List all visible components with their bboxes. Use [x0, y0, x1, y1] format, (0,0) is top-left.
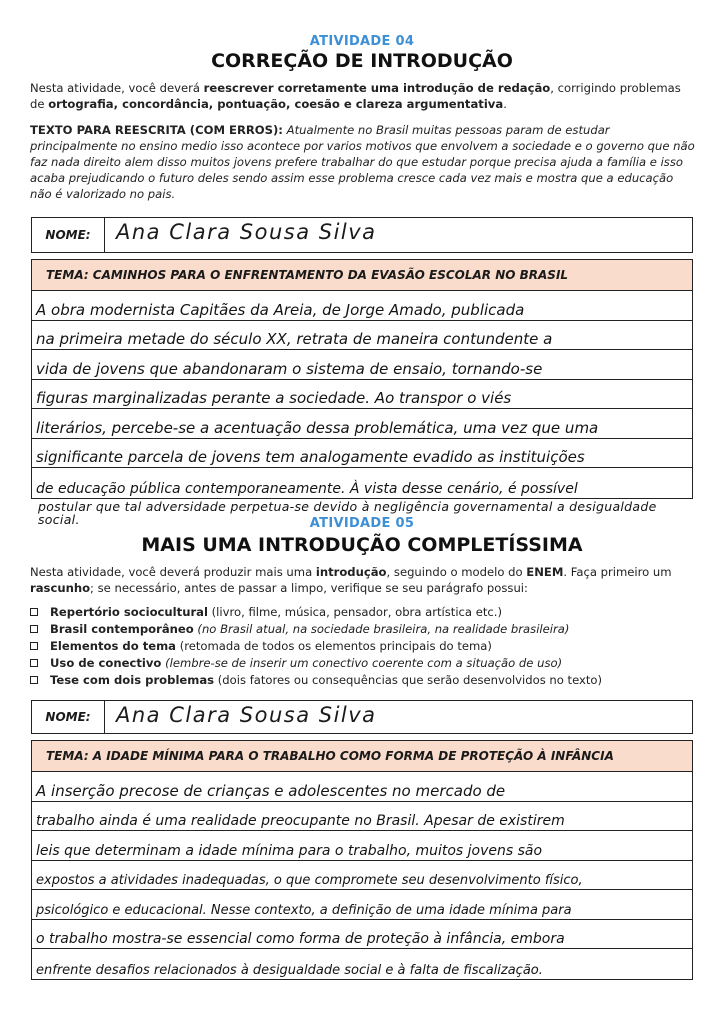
handwritten-line: expostos a atividades inadequadas, o que compromete seu desenvolvimento físico,	[36, 873, 583, 888]
checklist-item-title: Brasil contemporâneo	[50, 622, 194, 636]
activity-04-instructions	[30, 80, 698, 112]
rewrite-text-block	[30, 122, 698, 202]
handwritten-line: de educação pública contemporaneamente. À vista desse cenário, é possível	[36, 480, 578, 497]
checklist-item-desc: (dois fatores ou consequências que serão desenvolvidos no texto)	[214, 673, 603, 687]
checklist-item	[30, 655, 700, 672]
handwritten-line: trabalho ainda é uma realidade preocupante no Brasil. Apesar de existirem	[36, 813, 565, 829]
writing-line	[32, 949, 692, 979]
name-value-2[interactable]: Ana Clara Sousa Silva	[116, 703, 377, 727]
writing-line	[32, 439, 692, 469]
handwritten-line: enfrente desafios relacionados à desigualdade social e à falta de fiscalização.	[36, 962, 543, 978]
instr-bold-1: reescrever corretamente uma introdução de redação	[203, 81, 551, 95]
rewrite-heading: TEXTO PARA REESCRITA (COM ERROS):	[30, 123, 283, 137]
activity-04-label: ATIVIDADE 04	[309, 34, 415, 49]
activity-04-title: CORREÇÃO DE INTRODUÇÃO	[211, 50, 513, 72]
writing-line	[32, 291, 692, 321]
writing-line	[32, 409, 692, 439]
handwritten-line: o trabalho mostra-se essencial como forma de proteção à infância, embora	[36, 931, 565, 947]
handwritten-line: leis que determinam a idade mínima para o trabalho, muitos jovens são	[36, 842, 543, 859]
instr2-text-3: . Faça primeiro um	[563, 565, 672, 579]
instr2-bold-3: rascunho	[30, 581, 91, 595]
instr-text-2: , corrigindo problemas de	[30, 81, 681, 111]
checkbox-icon[interactable]	[30, 608, 38, 616]
checkbox-icon[interactable]	[30, 676, 38, 684]
checklist	[30, 604, 700, 689]
handwritten-line: psicológico e educacional. Nesse contexto, a definição de uma idade mínima para	[36, 902, 572, 918]
checklist-item-desc: (livro, filme, música, pensador, obra artística etc.)	[207, 605, 502, 619]
checklist-item	[30, 638, 700, 655]
tema-banner-1: TEMA: CAMINHOS PARA O ENFRENTAMENTO DA EVASÃO ESCOLAR NO BRASIL	[31, 259, 693, 291]
handwritten-line: A inserção precose de crianças e adolescentes no mercado de	[36, 781, 506, 800]
activity-05-label: ATIVIDADE 05	[309, 516, 415, 531]
checklist-item	[30, 604, 700, 621]
writing-area-1[interactable]	[31, 291, 693, 499]
writing-line	[32, 890, 692, 920]
checklist-item-title: Repertório sociocultural	[50, 605, 208, 619]
instr-bold-2: ortografia, concordância, pontuação, coesão e clareza argumentativa	[48, 97, 504, 111]
checklist-item-desc: (lembre-se de inserir um conectivo coerente com a situação de uso)	[161, 656, 563, 670]
writing-line	[32, 380, 692, 410]
checklist-item-desc: (no Brasil atual, na sociedade brasileira, na realidade brasileira)	[193, 622, 570, 636]
writing-line	[32, 350, 692, 380]
tema-banner-2: TEMA: A IDADE MÍNIMA PARA O TRABALHO COMO FORMA DE PROTEÇÃO À INFÂNCIA	[31, 740, 693, 772]
handwritten-line: literários, percebe-se a acentuação dessa problemática, uma vez que uma	[36, 418, 599, 437]
instr-text-1: Nesta atividade, você deverá	[30, 81, 204, 95]
writing-line	[32, 831, 692, 861]
activity-05-instructions	[30, 564, 698, 596]
instr-text-3: .	[503, 97, 507, 111]
instr2-bold-2: ENEM	[526, 565, 564, 579]
activity-05-title: MAIS UMA INTRODUÇÃO COMPLETÍSSIMA	[141, 534, 583, 556]
checkbox-icon[interactable]	[30, 659, 38, 667]
writing-line	[32, 802, 692, 832]
checklist-item-title: Tese com dois problemas	[50, 673, 215, 687]
handwritten-line: figuras marginalizadas perante a sociedade. Ao transpor o viés	[36, 389, 512, 407]
checklist-item	[30, 672, 700, 689]
name-label-1: NOME:	[32, 218, 105, 252]
handwritten-line: vida de jovens que abandonaram o sistema de ensaio, tornando-se	[36, 359, 543, 378]
checklist-item-title: Elementos do tema	[50, 639, 177, 653]
checklist-item	[30, 621, 700, 638]
handwritten-line: na primeira metade do século XX, retrata de maneira contundente a	[36, 330, 553, 348]
checklist-item-desc: (retomada de todos os elementos principais do tema)	[176, 639, 492, 653]
name-value-1[interactable]: Ana Clara Sousa Silva	[116, 220, 377, 244]
writing-line	[32, 321, 692, 351]
instr2-bold-1: introdução	[315, 565, 387, 579]
rewrite-text: Atualmente no Brasil muitas pessoas param de estudar principalmente no ensino medio isso acontece por varios motivos que envolvem a sociedade e o governo que não faz nada direito alem disso muitos jovens prefere trabalhar do que estudar porque precisa ajuda a família e isso acaba prejudicando o futuro deles sendo assim esse problema cresce cada vez mais e mostra que a educação não é valorizado no pais.	[30, 123, 695, 201]
checklist-item-title: Uso de conectivo	[50, 656, 162, 670]
instr2-text-2: , seguindo o modelo do	[386, 565, 527, 579]
checkbox-icon[interactable]	[30, 625, 38, 633]
writing-line	[32, 772, 692, 802]
handwritten-line: significante parcela de jovens tem analogamente evadido as instituições	[36, 448, 585, 466]
instr2-text-1: Nesta atividade, você deverá produzir mais uma	[30, 565, 316, 579]
writing-line	[32, 861, 692, 891]
checkbox-icon[interactable]	[30, 642, 38, 650]
name-label-2: NOME:	[32, 701, 105, 733]
handwritten-line: A obra modernista Capitães da Areia, de Jorge Amado, publicada	[36, 300, 525, 319]
name-box-2	[31, 700, 693, 734]
handwritten-overflow: postular que tal adversidade perpetua-se devido à negligência governamental a desigualdade social.	[38, 499, 657, 527]
writing-line	[32, 920, 692, 950]
instr2-text-4: ; se necessário, antes de passar a limpo, verifique se seu parágrafo possui:	[90, 581, 528, 595]
name-box-1	[31, 217, 693, 253]
writing-area-2[interactable]	[31, 772, 693, 980]
writing-line	[32, 468, 692, 498]
